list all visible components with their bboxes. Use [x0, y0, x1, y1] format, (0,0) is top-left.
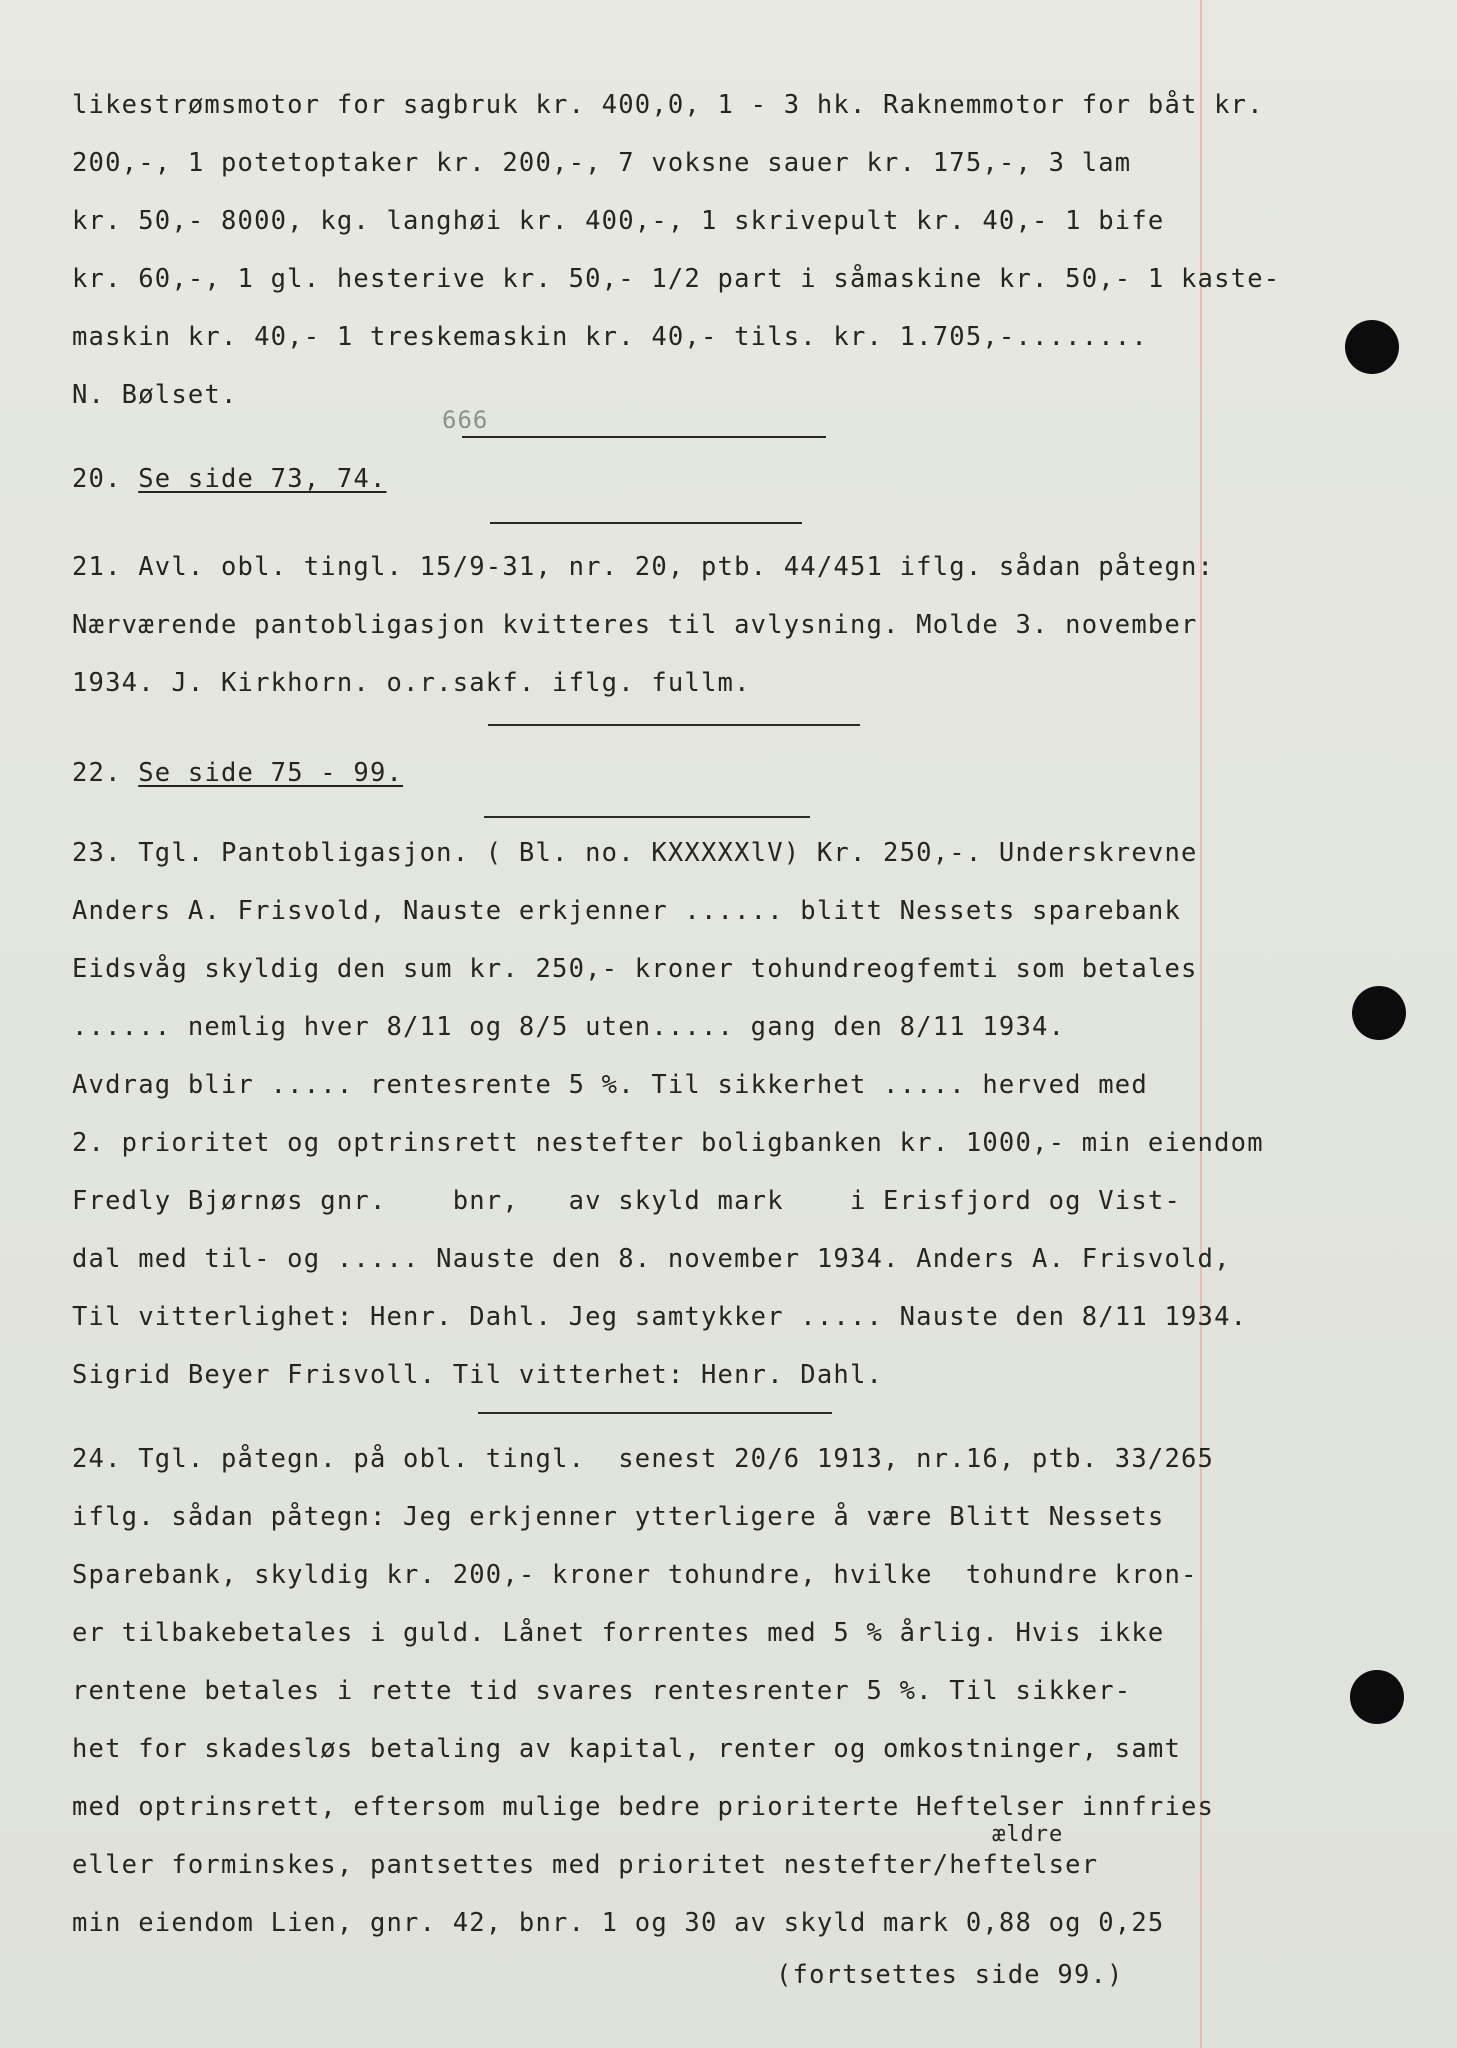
text-line: eller forminskes, pantsettes med prioritet nestefter/heftelser	[72, 1850, 1099, 1880]
entry-reference: Se side 75 - 99.	[138, 758, 404, 788]
punch-hole-top	[1345, 320, 1399, 374]
entry-20	[72, 464, 387, 494]
text-line: iflg. sådan påtegn: Jeg erkjenner ytterligere å være Blitt Nessets	[72, 1502, 1165, 1532]
text-line: Fredly Bjørnøs gnr. bnr, av skyld mark i Erisfjord og Vist-	[72, 1186, 1182, 1216]
entry-reference: Se side 73, 74.	[138, 464, 387, 494]
text-line: med optrinsrett, eftersom mulige bedre prioriterte Heftelser innfries	[72, 1792, 1215, 1822]
separator-rule	[462, 436, 826, 438]
text-line: Eidsvåg skyldig den sum kr. 250,- kroner tohundreogfemti som betales	[72, 954, 1198, 984]
separator-rule	[488, 724, 860, 726]
separator-rule	[478, 1412, 832, 1414]
continuation-note: (fortsettes side 99.)	[776, 1960, 1124, 1990]
text-line: rentene betales i rette tid svares rentesrenter 5 %. Til sikker-	[72, 1676, 1132, 1706]
text-line: Sigrid Beyer Frisvoll. Til vitterhet: Henr. Dahl.	[72, 1360, 884, 1390]
text-line: maskin kr. 40,- 1 treskemaskin kr. 40,- tils. kr. 1.705,-........	[72, 322, 1148, 352]
text-line: likestrømsmotor for sagbruk kr. 400,0, 1 - 3 hk. Raknemmotor for båt kr.	[72, 90, 1264, 120]
text-line: Sparebank, skyldig kr. 200,- kroner tohundre, hvilke tohundre kron-	[72, 1560, 1198, 1590]
text-line: 21. Avl. obl. tingl. 15/9-31, nr. 20, ptb. 44/451 iflg. sådan påtegn:	[72, 552, 1215, 582]
text-line: Nærværende pantobligasjon kvitteres til avlysning. Molde 3. november	[72, 610, 1198, 640]
text-line: kr. 50,- 8000, kg. langhøi kr. 400,-, 1 skrivepult kr. 40,- 1 bife	[72, 206, 1165, 236]
text-line: Til vitterlighet: Henr. Dahl. Jeg samtykker ..... Nauste den 8/11 1934.	[72, 1302, 1248, 1332]
text-line: het for skadesløs betaling av kapital, renter og omkostninger, samt	[72, 1734, 1182, 1764]
text-line: Anders A. Frisvold, Nauste erkjenner ...... blitt Nessets sparebank	[72, 896, 1182, 926]
entry-22	[72, 758, 403, 788]
text-line: Avdrag blir ..... rentesrente 5 %. Til sikkerhet ..... herved med	[72, 1070, 1148, 1100]
text-line: 1934. J. Kirkhorn. o.r.sakf. iflg. fullm.	[72, 668, 751, 698]
page-number: 666	[442, 406, 489, 434]
text-line: 24. Tgl. påtegn. på obl. tingl. senest 20/6 1913, nr.16, ptb. 33/265	[72, 1444, 1215, 1474]
text-line: dal med til- og ..... Nauste den 8. november 1934. Anders A. Frisvold,	[72, 1244, 1231, 1274]
punch-hole-bottom	[1350, 1670, 1404, 1724]
signature-line: N. Bølset.	[72, 380, 238, 410]
inserted-word: ældre	[992, 1822, 1064, 1847]
text-line: 2. prioritet og optrinsrett nestefter boligbanken kr. 1000,- min eiendom	[72, 1128, 1264, 1158]
text-line: min eiendom Lien, gnr. 42, bnr. 1 og 30 av skyld mark 0,88 og 0,25	[72, 1908, 1165, 1938]
margin-line	[1200, 0, 1202, 2048]
text-line: er tilbakebetales i guld. Lånet forrentes med 5 % årlig. Hvis ikke	[72, 1618, 1165, 1648]
text-line: 23. Tgl. Pantobligasjon. ( Bl. no. KXXXXXlV) Kr. 250,-. Underskrevne	[72, 838, 1198, 868]
separator-rule	[490, 522, 802, 524]
punch-hole-middle	[1352, 986, 1406, 1040]
entry-number: 22.	[72, 758, 122, 788]
text-line: ...... nemlig hver 8/11 og 8/5 uten..... gang den 8/11 1934.	[72, 1012, 1066, 1042]
separator-rule	[484, 816, 810, 818]
text-line: 200,-, 1 potetoptaker kr. 200,-, 7 voksne sauer kr. 175,-, 3 lam	[72, 148, 1132, 178]
entry-number: 20.	[72, 464, 122, 494]
text-line: kr. 60,-, 1 gl. hesterive kr. 50,- 1/2 part i såmaskine kr. 50,- 1 kaste-	[72, 264, 1281, 294]
